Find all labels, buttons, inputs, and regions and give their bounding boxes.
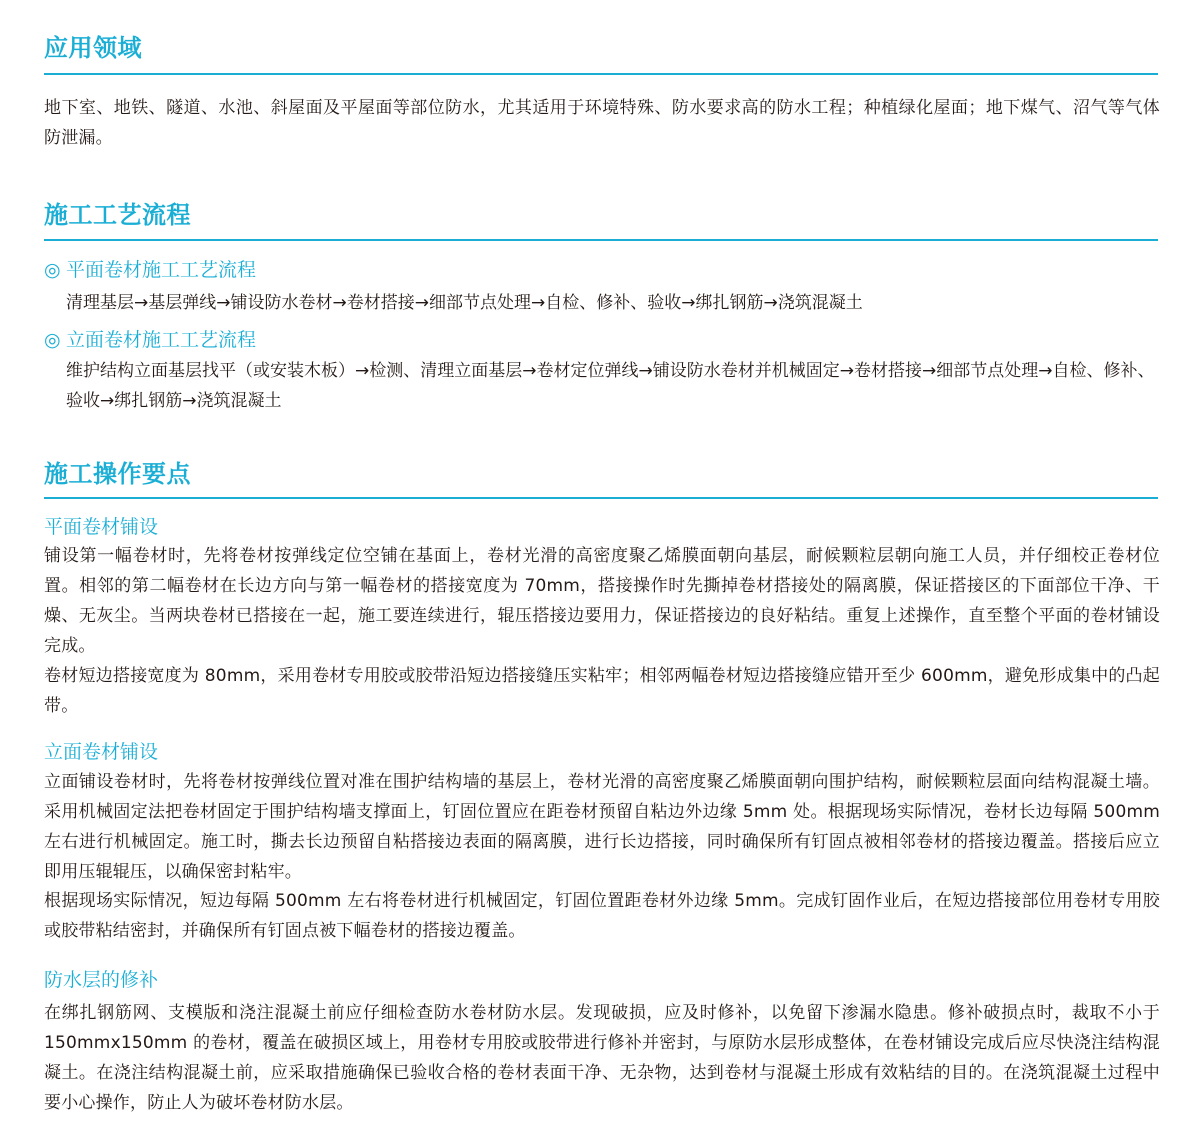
section-title-operation: 施工操作要点: [44, 460, 191, 488]
section-divider-application: [44, 73, 1158, 75]
process-vertical-heading: [44, 327, 256, 353]
double-circle-bullet-icon: ◎: [44, 329, 61, 351]
section-divider-process: [44, 239, 1158, 241]
double-circle-bullet-icon: ◎: [44, 259, 61, 281]
application-text: 地下室、地铁、隧道、水池、斜屋面及平屋面等部位防水，尤其适用于环境特殊、防水要求高的防水工程；种植绿化屋面；地下煤气、沼气等气体防泄漏。: [44, 98, 1160, 148]
process-vertical-title: 立面卷材施工工艺流程: [66, 329, 257, 351]
operation-repair-title: 防水层的修补: [44, 969, 159, 991]
process-flat-title: 平面卷材施工工艺流程: [66, 259, 257, 281]
operation-flat-title: 平面卷材铺设: [44, 516, 159, 538]
section-title-application: 应用领域: [44, 34, 142, 62]
operation-vertical-title: 立面卷材铺设: [44, 741, 159, 763]
operation-flat-p1: 铺设第一幅卷材时，先将卷材按弹线定位空铺在基面上，卷材光滑的高密度聚乙烯膜面朝向基层，耐候颗粒层朝向施工人员，并仔细校正卷材位置。相邻的第二幅卷材在长边方向与第一幅卷材的搭接宽度为 70mm，搭接操作时先撕掉卷材搭接处的隔离膜，保证搭接区的下面部位干净、干燥、无灰尘。当两块卷材已搭接在一起，施工要连续进行，辊压搭接边要用力，保证搭接边的良好粘结。重复上述操作，直至整个平面的卷材铺设完成。: [44, 546, 1160, 656]
operation-vertical-p2: 根据现场实际情况，短边每隔 500mm 左右将卷材进行机械固定，钉固位置距卷材外边缘 5mm。完成钉固作业后，在短边搭接部位用卷材专用胶或胶带粘结密封，并确保所有钉固点被下幅卷材的搭接边覆盖。: [44, 891, 1160, 941]
operation-vertical-p1: 立面铺设卷材时，先将卷材按弹线位置对准在围护结构墙的基层上，卷材光滑的高密度聚乙烯膜面朝向围护结构，耐候颗粒层面向结构混凝土墙。采用机械固定法把卷材固定于围护结构墙支撑面上，钉固位置应在距卷材预留自粘边外边缘 5mm 处。根据现场实际情况，卷材长边每隔 500mm 左右进行机械固定。施工时，撕去长边预留自粘搭接边表面的隔离膜，进行长边搭接，同时确保所有钉固点被相邻卷材的搭接边覆盖。搭接后应立即用压辊辊压，以确保密封粘牢。: [44, 772, 1160, 882]
operation-repair-p1: 在绑扎钢筋网、支模版和浇注混凝土前应仔细检查防水卷材防水层。发现破损，应及时修补，以免留下渗漏水隐患。修补破损点时，裁取不小于 150mmx150mm 的卷材，覆盖在破损区域上，用卷材专用胶或胶带进行修补并密封，与原防水层形成整体，在卷材铺设完成后应尽快浇注结构混凝土。在浇注结构混凝土前，应采取措施确保已验收合格的卷材表面干净、无杂物，达到卷材与混凝土形成有效粘结的目的。在浇筑混凝土过程中要小心操作，防止人为破坏卷材防水层。: [44, 1003, 1160, 1113]
section-title-process: 施工工艺流程: [44, 201, 191, 229]
process-vertical-text: 维护结构立面基层找平（或安装木板）→检测、清理立面基层→卷材定位弹线→铺设防水卷材并机械固定→卷材搭接→细部节点处理→自检、修补、验收→绑扎钢筋→浇筑混凝土: [66, 361, 1155, 411]
process-flat-heading: [44, 257, 256, 283]
process-flat-text: 清理基层→基层弹线→铺设防水卷材→卷材搭接→细部节点处理→自检、修补、验收→绑扎钢筋→浇筑混凝土: [66, 293, 863, 313]
section-divider-operation: [44, 497, 1158, 499]
operation-flat-p2: 卷材短边搭接宽度为 80mm，采用卷材专用胶或胶带沿短边搭接缝压实粘牢；相邻两幅卷材短边搭接缝应错开至少 600mm，避免形成集中的凸起带。: [44, 666, 1160, 716]
